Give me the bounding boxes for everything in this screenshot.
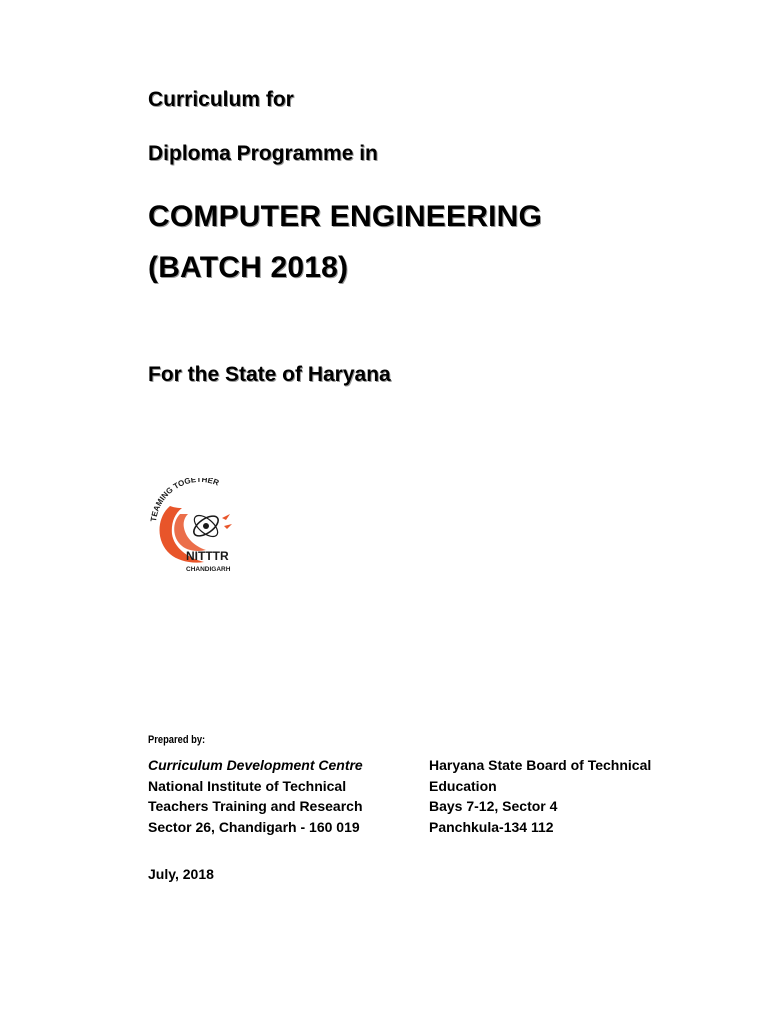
logo-city-text: CHANDIGARH: [186, 566, 231, 573]
prepared-by-right-block: [429, 755, 651, 837]
logo-name-text: NITTTR: [186, 549, 229, 563]
left-address-line: Teachers Training and Research: [148, 798, 363, 814]
title-batch: (BATCH 2018): [148, 251, 349, 284]
prepared-by-label: Prepared by:: [148, 734, 206, 746]
title-line-curriculum-for: Curriculum for: [148, 88, 294, 111]
title-state: For the State of Haryana: [148, 363, 391, 386]
title-computer-engineering: COMPUTER ENGINEERING: [148, 200, 543, 233]
nitttr-logo: [148, 478, 248, 578]
left-address-line: Sector 26, Chandigarh - 160 019: [148, 818, 360, 835]
right-address-line: Haryana State Board of Technical: [429, 757, 652, 773]
nitttr-logo-graphic: [148, 478, 248, 578]
prepared-by-left-block: [148, 755, 363, 837]
logo-arc-text: TEAMING TOGETHER: [149, 478, 221, 523]
left-address-line: Curriculum Development Centre: [148, 757, 363, 773]
right-address-line: Bays 7-12, Sector 4: [429, 798, 558, 814]
left-address-line: National Institute of Technical: [148, 777, 347, 794]
right-address-line: Panchkula-134 112: [429, 818, 554, 835]
right-address-line: Education: [429, 777, 497, 794]
title-line-diploma-programme: Diploma Programme in: [148, 142, 378, 165]
publication-date: July, 2018: [148, 866, 214, 882]
